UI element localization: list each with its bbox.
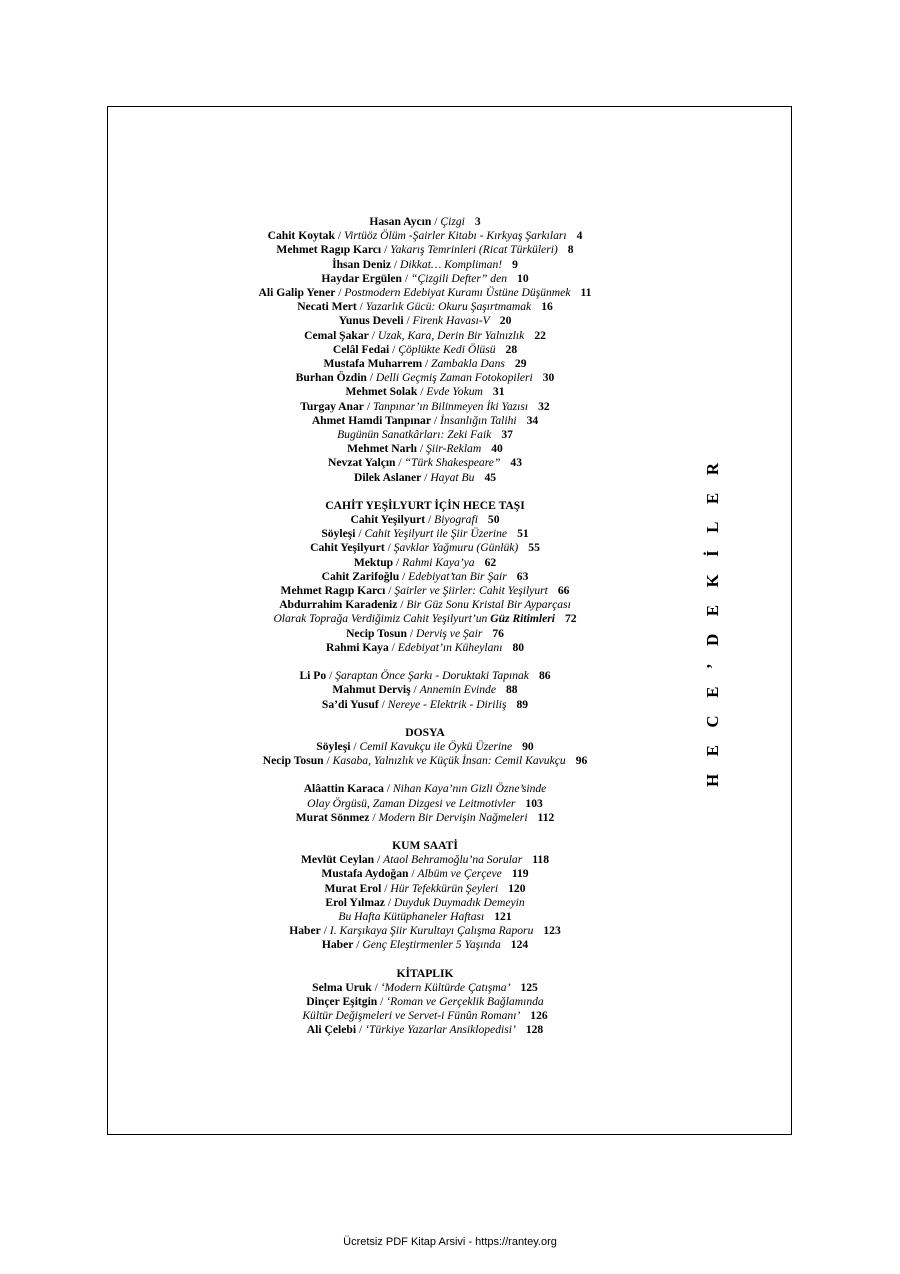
page-number: 103	[525, 796, 543, 810]
side-title	[705, 463, 721, 787]
toc-entry: Cahit Yeşilyurt / Şavklar Yağmuru (Günlük) 55	[310, 541, 540, 555]
entry-title: Bu Hafta Kütüphaneler Haftası	[338, 909, 485, 923]
entry-title: Bir Güz Sonu Kristal Bir Ayparçası	[406, 598, 571, 612]
entry-title: Rahmi Kaya’ya	[402, 555, 475, 569]
entry-author: Abdurrahim Karadeniz	[279, 598, 398, 612]
entry-author: Cahit Yeşilyurt	[310, 541, 385, 555]
entry-author: Mustafa Aydoğan	[321, 867, 409, 881]
page-number: 22	[534, 328, 546, 342]
entry-author: Necip Tosun	[262, 754, 324, 768]
group-gap	[225, 825, 625, 839]
toc-entry: Cemal Şakar / Uzak, Kara, Derin Bir Yalnızlık 22	[304, 328, 546, 342]
toc-entry: Rahmi Kaya / Edebiyat’ın Küheylanı 80	[325, 640, 525, 654]
entry-title: Şiir-Reklam	[426, 442, 482, 456]
toc-entry: Necati Mert / Yazarlık Gücü: Okuru Şaşırtmamak 16	[297, 300, 553, 314]
entry-author: Cahit Zarifoğlu	[321, 569, 400, 583]
page-number: 62	[484, 555, 497, 569]
entry-author: Mevlüt Ceylan	[300, 853, 375, 867]
toc-entry: Mahmut Derviş / Annemin Evinde 88	[332, 683, 518, 697]
entry-title: Ataol Behramoğlu’na Sorular	[383, 853, 523, 867]
entry-title: Olay Örgüsü, Zaman Dizgesi ve Leitmotivler	[307, 796, 516, 810]
page-number: 34	[526, 413, 539, 427]
entry-author: Erol Yılmaz	[325, 895, 385, 909]
page-number: 10	[517, 271, 529, 285]
toc-entry: Dinçer Eşitgin / ‘Roman ve Gerçeklik Bağlamında	[306, 994, 544, 1008]
footer-text: Ücretsiz PDF Kitap Arsivi - https://rantey.org	[343, 1236, 557, 1248]
toc-entry: İhsan Deniz / Dikkat… Kompliman! 9	[332, 257, 518, 271]
toc-entry: Erol Yılmaz / Duyduk Duymadık Demeyin	[325, 895, 525, 909]
toc-entry: Haber / Genç Eleştirmenler 5 Yaşında 124	[321, 938, 529, 952]
entry-title: Biyografi	[434, 513, 478, 527]
entry-title: Cemil Kavukçu ile Öykü Üzerine	[359, 739, 513, 753]
entry-author: Mehmet Ragıp Karcı	[276, 243, 382, 257]
toc-entry: Haber / I. Karşıkaya Şiir Kurultayı Çalışma Raporu 123	[289, 924, 561, 938]
toc-entry: Selma Uruk / ‘Modern Kültürde Çatışma’ 125	[312, 980, 538, 994]
page-number: 89	[516, 697, 529, 711]
entry-author: Ali Çelebi	[306, 1023, 357, 1037]
toc-entry: Necip Tosun / Derviş ve Şair 76	[346, 626, 504, 640]
page-number: 40	[491, 442, 503, 456]
page-number: 121	[494, 909, 512, 923]
entry-title: Derviş ve Şair	[416, 626, 483, 640]
page-number: 128	[525, 1023, 544, 1037]
group-gap	[225, 712, 625, 726]
toc-entry: Murat Sönmez / Modern Bir Dervişin Nağmeleri 112	[295, 810, 555, 824]
toc-entry: Cahit Zarifoğlu / Edebiyat’tan Bir Şair 63	[321, 569, 529, 583]
entry-author: Mehmet Ragıp Karcı	[280, 584, 386, 598]
toc-entry: Burhan Özdin / Delli Geçmiş Zaman Fotokopileri 30	[295, 371, 555, 385]
entry-title: ‘Roman ve Gerçeklik Bağlamında	[386, 994, 544, 1008]
page-number: 123	[543, 924, 561, 938]
page-number: 86	[538, 669, 551, 683]
entry-title: Kasaba, Yalnızlık ve Küçük İnsan: Cemil Kavukçu	[332, 754, 566, 768]
entry-title: Şairler ve Şiirler: Cahit Yeşilyurt	[394, 584, 548, 598]
entry-title: Olarak Toprağa Verdiğimiz Cahit Yeşilyurt’un	[273, 612, 488, 626]
entry-title: Uzak, Kara, Derin Bir Yalnızlık	[377, 328, 525, 342]
toc-entry: Söyleşi / Cahit Yeşilyurt ile Şiir Üzerine 51	[321, 527, 529, 541]
entry-title: Şavklar Yağmuru (Günlük)	[393, 541, 519, 555]
toc-entry: Mustafa Aydoğan / Albüm ve Çerçeve 119	[321, 867, 529, 881]
page-number: 118	[532, 853, 550, 867]
page-number: 119	[511, 867, 529, 881]
entry-title: Modern Bir Dervişin Nağmeleri	[378, 810, 528, 824]
toc-entry: Ali Galip Yener / Postmodern Edebiyat Kuramı Üstüne Düşünmek 11	[258, 286, 592, 300]
entry-title: Annemin Evinde	[419, 683, 496, 697]
side-title-text: HECE’DEKİLER	[703, 463, 722, 787]
page-number: 126	[530, 1009, 548, 1023]
entry-title: Albüm ve Çerçeve	[417, 867, 502, 881]
entry-author: Rahmi Kaya	[325, 640, 389, 654]
entry-title: Evde Yokum	[426, 385, 483, 399]
entry-title: Nereye - Elektrik - Diriliş	[387, 697, 507, 711]
toc-entry	[225, 1009, 625, 1023]
toc-entry: Cahit Koytak / Virtüöz Ölüm -Şairler Kitabı - Kırkyaş Şarkıları 4	[267, 229, 583, 243]
entry-title: I. Karşıkaya Şiir Kurultayı Çalışma Raporu	[329, 924, 534, 938]
toc-entry: Yunus Develi / Firenk Havası-V 20	[338, 314, 512, 328]
entry-author: Sa’di Yusuf	[321, 697, 379, 711]
entry-author: Haber	[289, 924, 321, 938]
entry-title: ‘Türkiye Yazarlar Ansiklopedisi’	[365, 1023, 516, 1037]
toc-entry: Abdurrahim Karadeniz / Bir Güz Sonu Kristal Bir Ayparçası	[279, 598, 571, 612]
entry-author: Cemal Şakar	[304, 328, 369, 342]
toc-entry: Turgay Anar / Tanpınar’ın Bilinmeyen İki Yazısı 32	[300, 399, 550, 413]
entry-title: Edebiyat’tan Bir Şair	[408, 569, 507, 583]
entry-title: Zambakla Dans	[431, 357, 505, 371]
page-number: 63	[516, 569, 529, 583]
entry-title: Nihan Kaya’nın Gizli Özne’sinde	[392, 782, 547, 796]
toc-entry: Li Po / Şaraptan Önce Şarkı - Doruktaki Tapınak 86	[299, 669, 551, 683]
toc-entry: Alâattin Karaca / Nihan Kaya’nın Gizli Özne’sinde	[303, 782, 547, 796]
page-number: 72	[564, 612, 577, 626]
toc-entry: Sa’di Yusuf / Nereye - Elektrik - Diriliş 89	[321, 697, 529, 711]
entry-author: Söyleşi	[321, 527, 356, 541]
entry-author: Cahit Yeşilyurt	[350, 513, 426, 527]
entry-author: Mektup	[353, 555, 394, 569]
section-heading: KUM SAATİ	[392, 838, 458, 852]
page-number: 45	[484, 470, 497, 484]
entry-author: Alâattin Karaca	[303, 782, 384, 796]
entry-author: İhsan Deniz	[332, 257, 392, 271]
entry-author: Söyleşi	[316, 739, 351, 753]
toc-entry: Mustafa Muharrem / Zambakla Dans 29	[323, 357, 527, 371]
toc-entry: Celâl Fedai / Çöplükte Kedi Ölüsü 28	[332, 342, 518, 356]
entry-title-bold: Güz Ritimleri	[490, 612, 555, 626]
entry-author: Burhan Özdin	[295, 371, 367, 385]
group-gap	[225, 485, 625, 499]
section-heading: KİTAPLIK	[396, 966, 454, 980]
entry-author: Mehmet Solak	[345, 385, 418, 399]
entry-title: Postmodern Edebiyat Kuramı Üstüne Düşünmek	[344, 286, 571, 300]
entry-author: Nevzat Yalçın	[328, 456, 396, 470]
page-number: 37	[501, 428, 513, 442]
page-number: 55	[528, 541, 540, 555]
group-gap	[225, 655, 625, 669]
entry-author: Selma Uruk	[312, 980, 372, 994]
page-number: 8	[567, 243, 574, 257]
entry-title: Dikkat… Kompliman!	[400, 257, 503, 271]
entry-author: Murat Sönmez	[295, 810, 370, 824]
toc-entry: Söyleşi / Cemil Kavukçu ile Öykü Üzerine 90	[316, 739, 534, 753]
page-number: 96	[575, 754, 588, 768]
entry-author: Mahmut Derviş	[332, 683, 411, 697]
toc-entry: Mehmet Ragıp Karcı / Yakarış Temrinleri (Ricat Türküleri) 8	[276, 243, 574, 257]
page-number: 31	[492, 385, 505, 399]
entry-author: Ahmet Hamdi Tanpınar	[311, 413, 431, 427]
entry-title: “Çizgili Defter” den	[411, 271, 508, 285]
entry-author: Hasan Aycın	[369, 215, 432, 228]
toc-entry	[225, 612, 625, 626]
entry-author: Dinçer Eşitgin	[306, 994, 378, 1008]
entry-author: Mehmet Narlı	[347, 442, 418, 456]
entry-author: Cahit Koytak	[267, 229, 335, 243]
entry-title: “Türk Shakespeare”	[404, 456, 501, 470]
page-number: 50	[487, 513, 500, 527]
page-number: 80	[512, 640, 525, 654]
page-number: 66	[557, 584, 570, 598]
section-heading: DOSYA	[405, 725, 445, 739]
page-number: 124	[510, 938, 529, 952]
toc-entry	[225, 910, 625, 924]
entry-author: Turgay Anar	[300, 399, 364, 413]
group-gap	[225, 953, 625, 967]
toc-entry	[225, 428, 625, 442]
entry-title: Şaraptan Önce Şarkı - Doruktaki Tapınak	[335, 669, 529, 683]
entry-title: Delli Geçmiş Zaman Fotokopileri	[375, 371, 533, 385]
entry-author: Li Po	[299, 669, 327, 683]
entry-title: Kültür Değişmeleri ve Servet-i Fünûn Romanı’	[302, 1009, 521, 1023]
entry-title: ‘Modern Kültürde Çatışma’	[380, 980, 511, 994]
toc-entry: Mehmet Ragıp Karcı / Şairler ve Şiirler: Cahit Yeşilyurt 66	[280, 584, 570, 598]
page-number: 28	[505, 342, 518, 356]
page-number: 120	[508, 881, 526, 895]
entry-title: Cahit Yeşilyurt ile Şiir Üzerine	[364, 527, 508, 541]
entry-title: Hür Tefekkürün Şeyleri	[390, 881, 499, 895]
toc-entry: Ahmet Hamdi Tanpınar / İnsanlığın Talihi 34	[311, 413, 539, 427]
entry-author: Necati Mert	[297, 300, 357, 314]
entry-title: Çöplükte Kedi Ölüsü	[398, 342, 496, 356]
page-number: 3	[474, 215, 481, 228]
entry-title: Bugünün Sanatkârları: Zeki Faik	[337, 428, 492, 442]
toc-entry: Hasan Aycın / Çizgi 3	[369, 215, 481, 228]
page-number: 76	[492, 626, 504, 640]
entry-author: Yunus Develi	[338, 314, 404, 328]
page-number: 32	[538, 399, 550, 413]
entry-title: İnsanlığın Talihi	[440, 413, 517, 427]
entry-author: Ali Galip Yener	[258, 286, 336, 300]
page-number: 90	[522, 739, 534, 753]
toc-entry: Mehmet Solak / Evde Yokum 31	[345, 385, 505, 399]
page-number: 88	[506, 683, 518, 697]
entry-title: Genç Eleştirmenler 5 Yaşında	[362, 938, 501, 952]
entry-title: Yakarış Temrinleri (Ricat Türküleri)	[390, 243, 558, 257]
entry-author: Haydar Ergülen	[321, 271, 403, 285]
entry-title: Çizgi	[440, 215, 465, 228]
page-number: 29	[514, 357, 527, 371]
section-heading: CAHİT YEŞİLYURT İÇİN HECE TAŞI	[325, 498, 525, 512]
page-number: 51	[517, 527, 529, 541]
toc-entry: Cahit Yeşilyurt / Biyografi 50	[350, 513, 500, 527]
toc-entry: Necip Tosun / Kasaba, Yalnızlık ve Küçük İnsan: Cemil Kavukçu 96	[262, 754, 588, 768]
page-number: 16	[541, 300, 553, 314]
page-number: 125	[520, 980, 538, 994]
entry-title: Edebiyat’ın Küheylanı	[397, 640, 503, 654]
entry-author: Murat Erol	[324, 881, 382, 895]
entry-title: Duyduk Duymadık Demeyin	[393, 895, 525, 909]
page-number: 9	[512, 257, 518, 271]
entry-title: Tanpınar’ın Bilinmeyen İki Yazısı	[372, 399, 529, 413]
group-gap	[225, 768, 625, 782]
toc-entry: Dilek Aslaner / Hayat Bu 45	[353, 470, 497, 484]
table-of-contents	[225, 215, 625, 1038]
entry-author: Haber	[321, 938, 354, 952]
toc-entry: Nevzat Yalçın / “Türk Shakespeare” 43	[328, 456, 522, 470]
entry-author: Celâl Fedai	[332, 342, 390, 356]
page-number: 11	[580, 286, 592, 300]
page-number: 4	[576, 229, 583, 243]
toc-entry: Mehmet Narlı / Şiir-Reklam 40	[347, 442, 503, 456]
entry-author: Dilek Aslaner	[353, 470, 422, 484]
entry-title: Hayat Bu	[430, 470, 475, 484]
toc-entry: Mevlüt Ceylan / Ataol Behramoğlu’na Sorular 118	[300, 853, 550, 867]
entry-title: Firenk Havası-V	[412, 314, 490, 328]
entry-author: Necip Tosun	[346, 626, 407, 640]
toc-entry	[225, 797, 625, 811]
toc-entry: Ali Çelebi / ‘Türkiye Yazarlar Ansiklopedisi’ 128	[306, 1023, 544, 1037]
page-number: 43	[510, 456, 522, 470]
entry-author: Mustafa Muharrem	[323, 357, 423, 371]
entry-title: Yazarlık Gücü: Okuru Şaşırtmamak	[365, 300, 532, 314]
entry-title: Virtüöz Ölüm -Şairler Kitabı - Kırkyaş Şarkıları	[343, 229, 567, 243]
toc-entry: Murat Erol / Hür Tefekkürün Şeyleri 120	[324, 881, 526, 895]
toc-entry: Haydar Ergülen / “Çizgili Defter” den 10	[321, 271, 529, 285]
page-number: 20	[499, 314, 512, 328]
page-number: 112	[537, 810, 555, 824]
page-number: 30	[542, 371, 555, 385]
toc-entry: Mektup / Rahmi Kaya’ya 62	[353, 555, 497, 569]
